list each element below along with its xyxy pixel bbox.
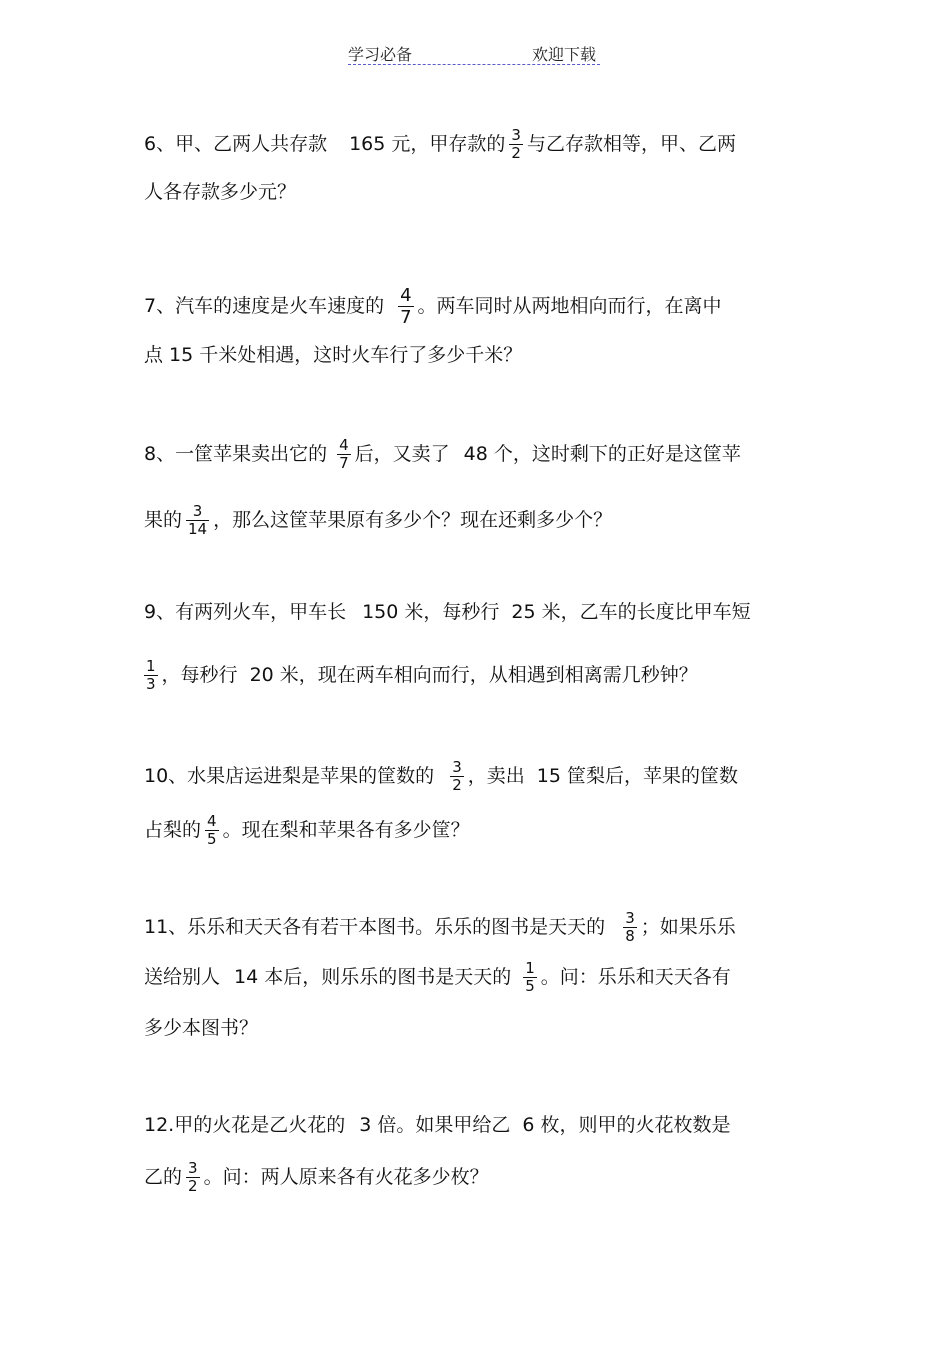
q11-line-1 [144,910,736,945]
q9-line-1 [144,600,751,624]
q10-line-1 [144,759,738,794]
fraction [186,503,209,538]
q10-text: ，卖出 [467,765,525,787]
q7-text: 7、汽车的速度是火车速度的 [144,295,385,317]
q9-text: 9、有两列火车，甲车长 [144,601,347,623]
q7-line-1 [144,285,722,328]
fraction [509,127,523,162]
q12-text: 乙的 [144,1166,183,1188]
q8-text: 后，又卖了 [354,443,450,465]
fraction [623,910,637,945]
denominator: 7 [400,307,412,328]
header-left-text: 学习必备 [348,45,413,64]
q6-line-2: 人各存款多少元？ [144,181,297,203]
numerator: 3 [452,758,462,776]
fraction [398,285,413,328]
numerator: 1 [146,657,156,675]
q11-line-3: 多少本图书？ [144,1017,259,1039]
header-right-text: 欢迎下载 [531,45,596,64]
numerator: 4 [339,436,349,454]
numerator: 1 [525,959,535,977]
q9-text: 25 米，乙车的长度比甲车短 [511,601,751,623]
q9-text: ，每秒行 [161,664,238,686]
numerator: 4 [400,285,412,306]
denominator: 5 [525,977,535,995]
q6-text: 165 元，甲存款的 [349,133,506,155]
q6-text: 与乙存款相等，甲、乙两 [526,133,736,155]
q6-text: 6、甲、乙两人共存款 [144,133,328,155]
q8-line-2 [144,503,612,538]
q10-line-2 [144,813,470,848]
denominator: 3 [146,675,156,693]
denominator: 5 [207,830,217,848]
q10-text: 。现在梨和苹果各有多少筐？ [222,819,470,841]
q11-line-2 [144,960,731,995]
q9-text: 20 米，现在两车相向而行，从相遇到相离需几秒钟？ [249,664,698,686]
denominator: 14 [188,520,208,538]
q10-text: 10、水果店运进梨是苹果的筐数的 [144,765,435,787]
denominator: 2 [452,776,462,794]
q10-text: 占梨的 [144,819,202,841]
fraction [205,813,219,848]
numerator: 3 [186,503,209,521]
q9-line-2 [144,658,698,693]
q12-line-1 [144,1113,731,1137]
q6-line-1 [144,127,736,162]
q12-text: 。问：两人原来各有火花多少枚？ [203,1166,489,1188]
q12-line-2 [144,1160,489,1195]
denominator: 8 [625,927,635,945]
q11-text: 11、乐乐和天天各有若干本图书。乐乐的图书是天天的 [144,916,606,938]
q9-text: 150 米，每秒行 [362,601,500,623]
fraction [450,759,464,794]
q12-text: 6 枚，则甲的火花枚数是 [522,1114,731,1136]
page-header [348,42,600,65]
q7-line-2: 点 15 千米处相遇，这时火车行了多少千米？ [144,344,523,366]
q8-line-1 [144,437,741,472]
q11-text: 送给别人 [144,966,221,988]
numerator: 4 [207,812,217,830]
fraction [337,437,351,472]
fraction [523,960,537,995]
q11-text: ；如果乐乐 [640,916,736,938]
numerator: 3 [511,126,521,144]
q8-text: 8、一筐苹果卖出它的 [144,443,328,465]
q8-text: 48 个，这时剩下的正好是这筐苹 [463,443,741,465]
q11-text: 14 本后，则乐乐的图书是天天的 [234,966,512,988]
denominator: 2 [188,1177,198,1195]
numerator: 3 [188,1159,198,1177]
fraction [144,658,158,693]
q8-text: ，那么这筐苹果原有多少个？现在还剩多少个？ [213,509,613,531]
fraction [186,1160,200,1195]
q12-text: 12.甲的火花是乙火花的 [144,1114,346,1136]
q10-text: 15 筐梨后，苹果的筐数 [536,765,738,787]
q12-text: 3 倍。如果甲给乙 [359,1114,511,1136]
q7-text: 。两车同时从两地相向而行，在离中 [417,295,722,317]
denominator: 7 [339,454,349,472]
q8-text: 果的 [144,509,183,531]
numerator: 3 [625,909,635,927]
q11-text: 。问：乐乐和天天各有 [540,966,731,988]
denominator: 2 [511,144,521,162]
